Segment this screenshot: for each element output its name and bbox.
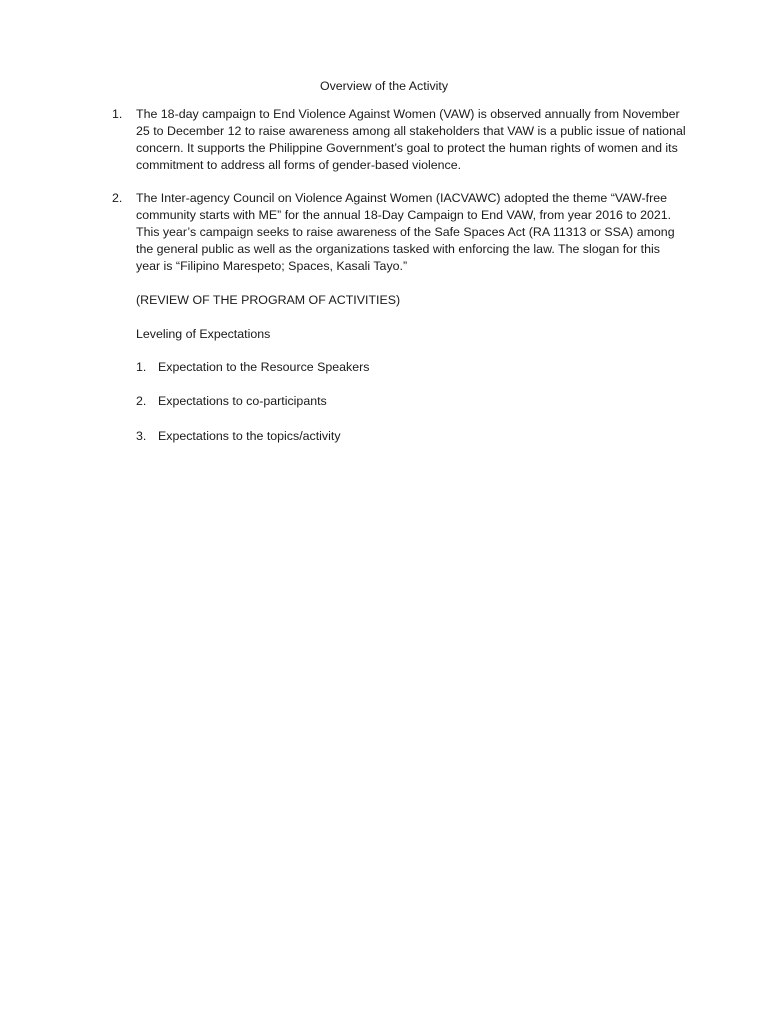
numbered-item-1 bbox=[112, 106, 687, 174]
item-text: The 18-day campaign to End Violence Against Women (VAW) is observed annually from November 25 to December 12 to raise awareness among all stakeholders that VAW is a public issue of national concern. It supports the Philippine Government’s goal to protect the human rights of women and its commitment to address all forms of gender-based violence. bbox=[136, 107, 686, 172]
numbered-item-2 bbox=[112, 190, 687, 275]
expectation-item-1 bbox=[136, 359, 676, 376]
item-number: 2. bbox=[112, 191, 123, 205]
expectation-text: Expectations to the topics/activity bbox=[158, 429, 341, 443]
expectation-item-3 bbox=[136, 428, 676, 445]
expectation-number: 1. bbox=[136, 360, 147, 374]
expectation-text: Expectation to the Resource Speakers bbox=[158, 360, 370, 374]
review-note: (REVIEW OF THE PROGRAM OF ACTIVITIES) bbox=[136, 293, 401, 307]
item-text: The Inter-agency Council on Violence Against Women (IACVAWC) adopted the theme “VAW-free community starts with ME” for the annual 18-Day Campaign to End VAW, from year 2016 to 2021. This year’s campaign seeks to raise awareness of the Safe Spaces Act (RA 11313 or SSA) among the general public as well as the organizations tasked with enforcing the law. The slogan for this year is “Filipino Marespeto; Spaces, Kasali Tayo.” bbox=[136, 191, 675, 273]
expectation-number: 2. bbox=[136, 394, 147, 408]
leveling-heading: Leveling of Expectations bbox=[136, 327, 271, 341]
item-number: 1. bbox=[112, 107, 123, 121]
expectation-text: Expectations to co-participants bbox=[158, 394, 327, 408]
document-title: Overview of the Activity bbox=[319, 79, 449, 93]
expectation-number: 3. bbox=[136, 429, 147, 443]
expectation-item-2 bbox=[136, 393, 676, 410]
